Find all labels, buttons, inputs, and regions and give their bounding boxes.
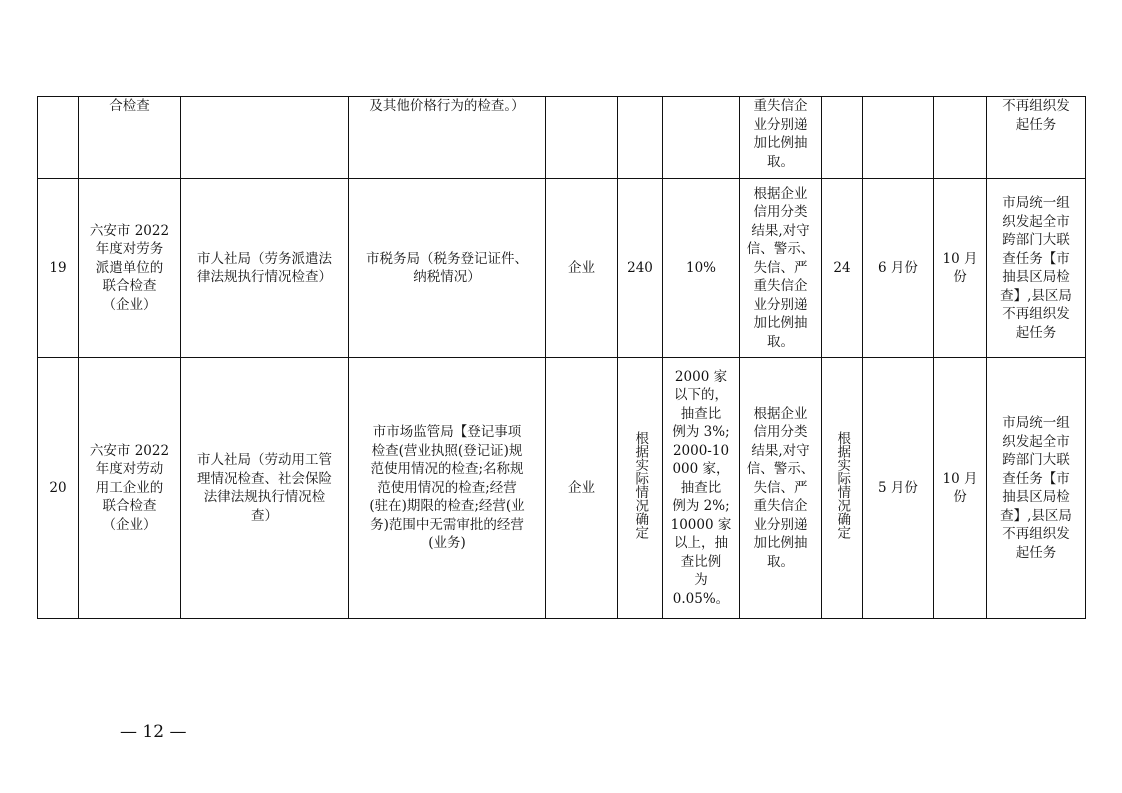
ratio-cell — [663, 97, 740, 179]
partner-cell: 市税务局（税务登记证件、 纳税情况） — [349, 179, 546, 358]
task-name-cell: 六安市 2022 年度对劳动 用工企业的 联合检查 （企业） — [79, 358, 181, 619]
end-cell: 10 月 份 — [934, 179, 987, 358]
note-cell: 不再组织发 起任务 — [987, 97, 1086, 179]
method-cell: 重失信企 业分别递 加比例抽 取。 — [740, 97, 822, 179]
method-cell: 根据企业 信用分类 结果,对守 信、警示、 失信、严 重失信企 业分别递 加比例抽 取。 — [740, 179, 822, 358]
page-number: — 12 — — [120, 722, 187, 742]
row-number: 19 — [38, 179, 79, 358]
count-cell — [618, 97, 663, 179]
sample-vertical-text: 根据实际情况确定 — [834, 431, 851, 540]
count-cell — [618, 358, 663, 619]
note-cell: 市局统一组 织发起全市 跨部门大联 查任务【市 抽县区局检 查】,县区局 不再组织发 起任务 — [987, 358, 1086, 619]
partner-cell: 及其他价格行为的检查。） — [349, 97, 546, 179]
ratio-cell: 2000 家 以下的， 抽查比 例为 3%; 2000-10 000 家， 抽查比 例为 2%; 10000 家 以上，抽 查比例 为 0.05%。 — [663, 358, 740, 619]
note-cell: 市局统一组 织发起全市 跨部门大联 查任务【市 抽县区局检 查】,县区局 不再组织发 起任务 — [987, 179, 1086, 358]
sample-cell — [822, 97, 863, 179]
object-cell — [546, 97, 618, 179]
row-number — [38, 97, 79, 179]
object-cell: 企业 — [546, 358, 618, 619]
start-cell: 5 月份 — [863, 358, 934, 619]
method-cell: 根据企业 信用分类 结果,对守 信、警示、 失信、严 重失信企 业分别递 加比例抽 取。 — [740, 358, 822, 619]
task-name-cell: 六安市 2022 年度对劳务 派遣单位的 联合检查 （企业） — [79, 179, 181, 358]
table-row — [38, 97, 1086, 179]
sample-cell — [822, 358, 863, 619]
end-cell — [934, 97, 987, 179]
ratio-cell: 10% — [663, 179, 740, 358]
initiator-cell: 市人社局（劳务派遣法 律法规执行情况检查） — [181, 179, 349, 358]
start-cell — [863, 97, 934, 179]
count-cell: 240 — [618, 179, 663, 358]
inspection-table — [37, 96, 1086, 619]
object-cell: 企业 — [546, 179, 618, 358]
table-row — [38, 179, 1086, 358]
partner-cell: 市市场监管局【登记事项 检查(营业执照(登记证)规 范使用情况的检查;名称规 范使用情况的检查;经营 (驻在)期限的检查;经营(业 务)范围中无需审批的经营 (业务) — [349, 358, 546, 619]
end-cell: 10 月 份 — [934, 358, 987, 619]
initiator-cell: 市人社局（劳动用工管 理情况检查、社会保险 法律法规执行情况检 查） — [181, 358, 349, 619]
initiator-cell — [181, 97, 349, 179]
row-number: 20 — [38, 358, 79, 619]
table-row — [38, 358, 1086, 619]
sample-cell: 24 — [822, 179, 863, 358]
count-vertical-text: 根据实际情况确定 — [632, 431, 649, 540]
task-name-cell: 合检查 — [79, 97, 181, 179]
start-cell: 6 月份 — [863, 179, 934, 358]
